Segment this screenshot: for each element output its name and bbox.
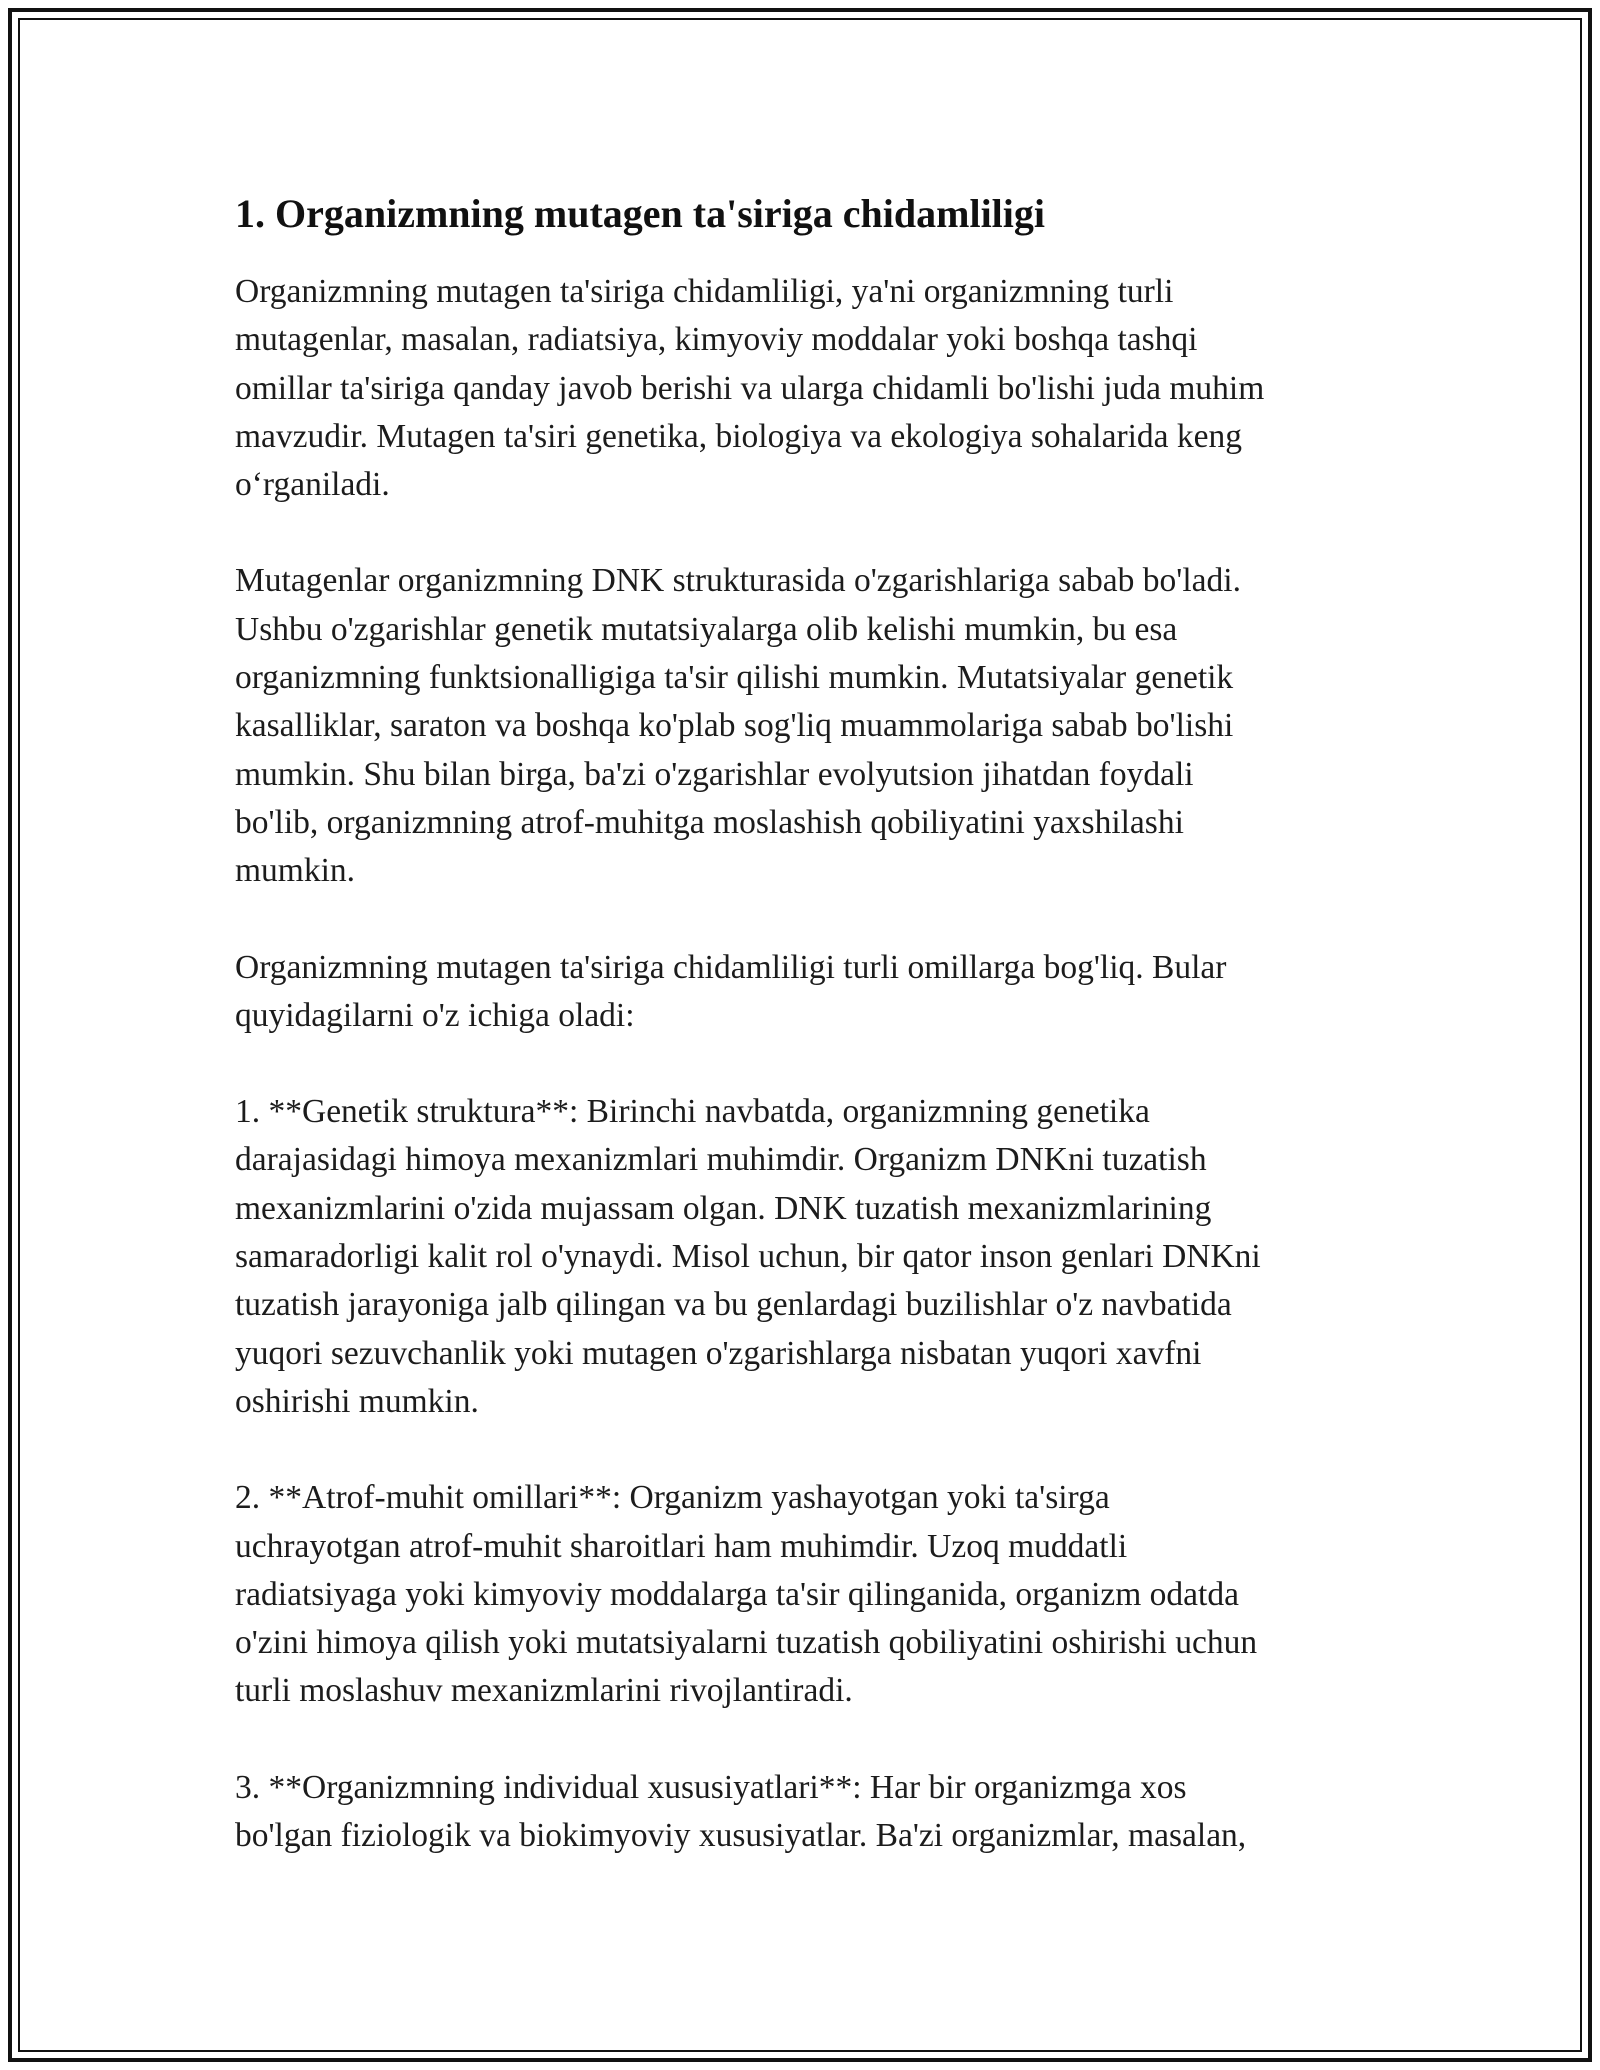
text-line: kasalliklar, saraton va boshqa ko'plab sog'liq muammolariga sabab bo'lishi <box>235 707 1234 745</box>
text-line: organizmning funktsionalligiga ta'sir qilishi mumkin. Mutatsiyalar genetik <box>235 659 1234 697</box>
text-line: quyidagilarni o'z ichiga oladi: <box>235 996 635 1034</box>
text-line: mavzudir. Mutagen ta'siri genetika, biologiya va ekologiya sohalarida keng <box>235 417 1243 455</box>
text-line: bo'lib, organizmning atrof-muhitga moslashish qobiliyatini yaxshilashi <box>235 803 1184 841</box>
text-line: bo'lgan fiziologik va biokimyoviy xususiyatlar. Ba'zi organizmlar, masalan, <box>235 1817 1247 1855</box>
paragraph <box>235 557 1370 895</box>
text-line: tuzatish jarayoniga jalb qilingan va bu genlardagi buzilishlar o'z navbatida <box>235 1286 1232 1324</box>
text-line: radiatsiyaga yoki kimyoviy moddalarga ta'sir qilinganida, organizm odatda <box>235 1575 1239 1613</box>
text-line: mumkin. <box>235 852 356 890</box>
paragraph <box>235 944 1370 1041</box>
paragraph <box>235 268 1370 509</box>
document-title: 1. Organizmning mutagen ta'siriga chidamliligi <box>235 191 1046 236</box>
text-line: mutagenlar, masalan, radiatsiya, kimyoviy moddalar yoki boshqa tashqi <box>235 321 1198 359</box>
text-line: oshirishi mumkin. <box>235 1382 479 1420</box>
text-line: 2. **Atrof-muhit omillari**: Organizm yashayotgan yoki ta'sirga <box>235 1479 1110 1517</box>
paragraph <box>235 1474 1370 1715</box>
text-line: o‘rganiladi. <box>235 466 390 504</box>
text-line: turli moslashuv mexanizmlarini rivojlantiradi. <box>235 1672 853 1710</box>
text-line: omillar ta'siriga qanday javob berishi va ularga chidamli bo'lishi juda muhim <box>235 369 1265 407</box>
text-line: yuqori sezuvchanlik yoki mutagen o'zgarishlarga nisbatan yuqori xavfni <box>235 1334 1202 1372</box>
document-body <box>235 186 1370 1908</box>
text-line: 3. **Organizmning individual xususiyatlari**: Har bir organizmga xos <box>235 1768 1187 1806</box>
paragraph-list <box>235 268 1370 1860</box>
text-line: o'zini himoya qilish yoki mutatsiyalarni tuzatish qobiliyatini oshirishi uchun <box>235 1624 1258 1662</box>
paragraph <box>235 1764 1370 1861</box>
text-line: samaradorligi kalit rol o'ynaydi. Misol uchun, bir qator inson genlari DNKni <box>235 1238 1261 1276</box>
text-line: uchrayotgan atrof-muhit sharoitlari ham muhimdir. Uzoq muddatli <box>235 1527 1128 1565</box>
text-line: Ushbu o'zgarishlar genetik mutatsiyalarga olib kelishi mumkin, bu esa <box>235 610 1178 648</box>
paragraph <box>235 1088 1370 1426</box>
text-line: Mutagenlar organizmning DNK strukturasida o'zgarishlariga sabab bo'ladi. <box>235 562 1241 600</box>
text-line: mexanizmlarini o'zida mujassam olgan. DNK tuzatish mexanizmlarining <box>235 1189 1212 1227</box>
text-line: Organizmning mutagen ta'siriga chidamliligi turli omillarga bog'liq. Bular <box>235 948 1227 986</box>
text-line: mumkin. Shu bilan birga, ba'zi o'zgarishlar evolyutsion jihatdan foydali <box>235 755 1194 793</box>
text-line: 1. **Genetik struktura**: Birinchi navbatda, organizmning genetika <box>235 1093 1150 1131</box>
text-line: darajasidagi himoya mexanizmlari muhimdir. Organizm DNKni tuzatish <box>235 1141 1207 1179</box>
text-line: Organizmning mutagen ta'siriga chidamliligi, ya'ni organizmning turli <box>235 273 1174 310</box>
